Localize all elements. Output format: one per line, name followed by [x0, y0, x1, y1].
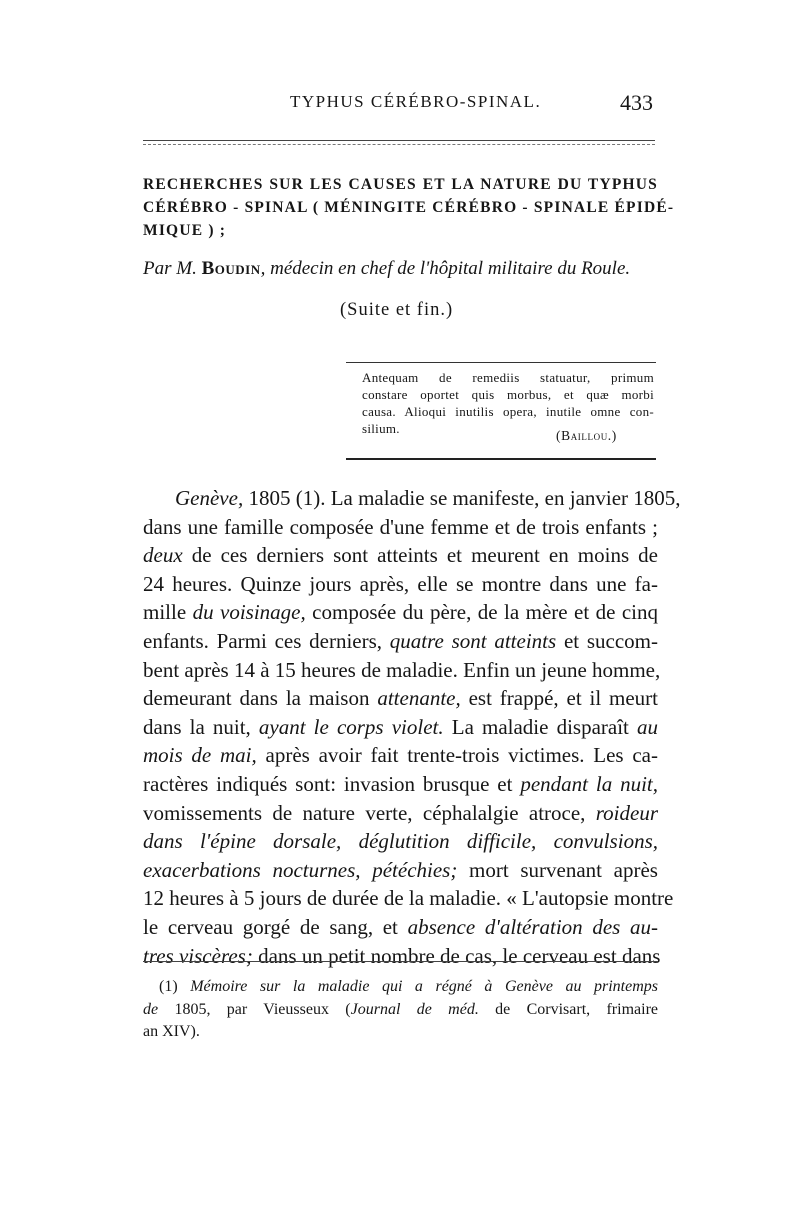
- body-line: mille du voisinage, composée du père, de la mère et de cinq: [143, 600, 658, 625]
- title-line: CÉRÉBRO - SPINAL ( MÉNINGITE CÉRÉBRO - SPINALE ÉPIDÉ-: [143, 199, 675, 216]
- body-line: 24 heures. Quinze jours après, elle se montre dans une fa-: [143, 571, 658, 596]
- byline: [143, 258, 658, 280]
- epigraph-line: silium.: [362, 421, 400, 436]
- author-name: Boudin: [201, 258, 261, 279]
- body-line: dans la nuit, ayant le corps violet. La maladie disparaît au: [143, 714, 658, 739]
- body-line: vomissements de nature verte, céphalalgie atroce, roideur: [143, 800, 658, 825]
- byline-par: Par M.: [143, 258, 197, 279]
- article-title: [143, 173, 675, 242]
- page-number: 433: [620, 90, 653, 115]
- epigraph-line: constare oportet quis morbus, et quæ morbi: [362, 387, 654, 402]
- title-line: RECHERCHES SUR LES CAUSES ET LA NATURE DU TYPHUS: [143, 176, 658, 193]
- body-line: mois de mai, après avoir fait trente-trois victimes. Les ca-: [143, 743, 658, 768]
- epigraph-line: Antequam de remediis statuatur, primum: [362, 370, 654, 385]
- footnote: [143, 976, 658, 1044]
- body-line: demeurant dans la maison attenante, est frappé, et il meurt: [143, 686, 659, 711]
- body-line: enfants. Parmi ces derniers, quatre sont atteints et succom-: [143, 628, 658, 653]
- body-line: ractères indiqués sont: invasion brusque et pendant la nuit,: [143, 771, 658, 796]
- body-line: le cerveau gorgé de sang, et absence d'altération des au-: [143, 914, 658, 939]
- epigraph-attribution: (Baillou.): [556, 428, 617, 443]
- body-line: exacerbations nocturnes, pétéchies; mort survenant après: [143, 857, 658, 882]
- body-line: 12 heures à 5 jours de durée de la maladie. « L'autopsie montre: [143, 886, 674, 911]
- body-line: bent après 14 à 15 heures de maladie. Enfin un jeune homme,: [143, 657, 661, 682]
- footnote-line: de 1805, par Vieusseux (Journal de méd. de Corvisart, frimaire: [143, 1000, 659, 1018]
- epigraph: [362, 369, 654, 437]
- header-rule: [143, 140, 655, 141]
- footnote-line: (1) Mémoire sur la maladie qui a régné à Genève au printemps: [159, 978, 659, 995]
- continuation-note: (Suite et fin.): [340, 300, 454, 320]
- running-title: TYPHUS CÉRÉBRO-SPINAL.: [290, 92, 542, 111]
- body-line: dans l'épine dorsale, déglutition difficile, convulsions,: [143, 829, 658, 854]
- body-line: Genève, 1805 (1). La maladie se manifeste, en janvier 1805,: [175, 486, 681, 510]
- body-line: tres viscères; dans un petit nombre de cas, le cerveau est dans: [143, 943, 661, 968]
- epigraph-bottom-rule: [346, 458, 656, 460]
- footnote-rule: [143, 961, 658, 962]
- body-line: dans une famille composée d'une femme et de trois enfants ;: [143, 514, 658, 539]
- body-text: [143, 484, 681, 970]
- epigraph-line: causa. Alioqui inutilis opera, inutile omne con-: [362, 404, 654, 419]
- footnote-line: an XIV).: [143, 1023, 200, 1040]
- body-line: deux de ces derniers sont atteints et meurent en moins de: [143, 543, 658, 568]
- author-role: , médecin en chef de l'hôpital militaire du Roule.: [260, 258, 631, 279]
- title-line: MIQUE ) ;: [143, 222, 227, 239]
- epigraph-top-rule: [346, 362, 656, 363]
